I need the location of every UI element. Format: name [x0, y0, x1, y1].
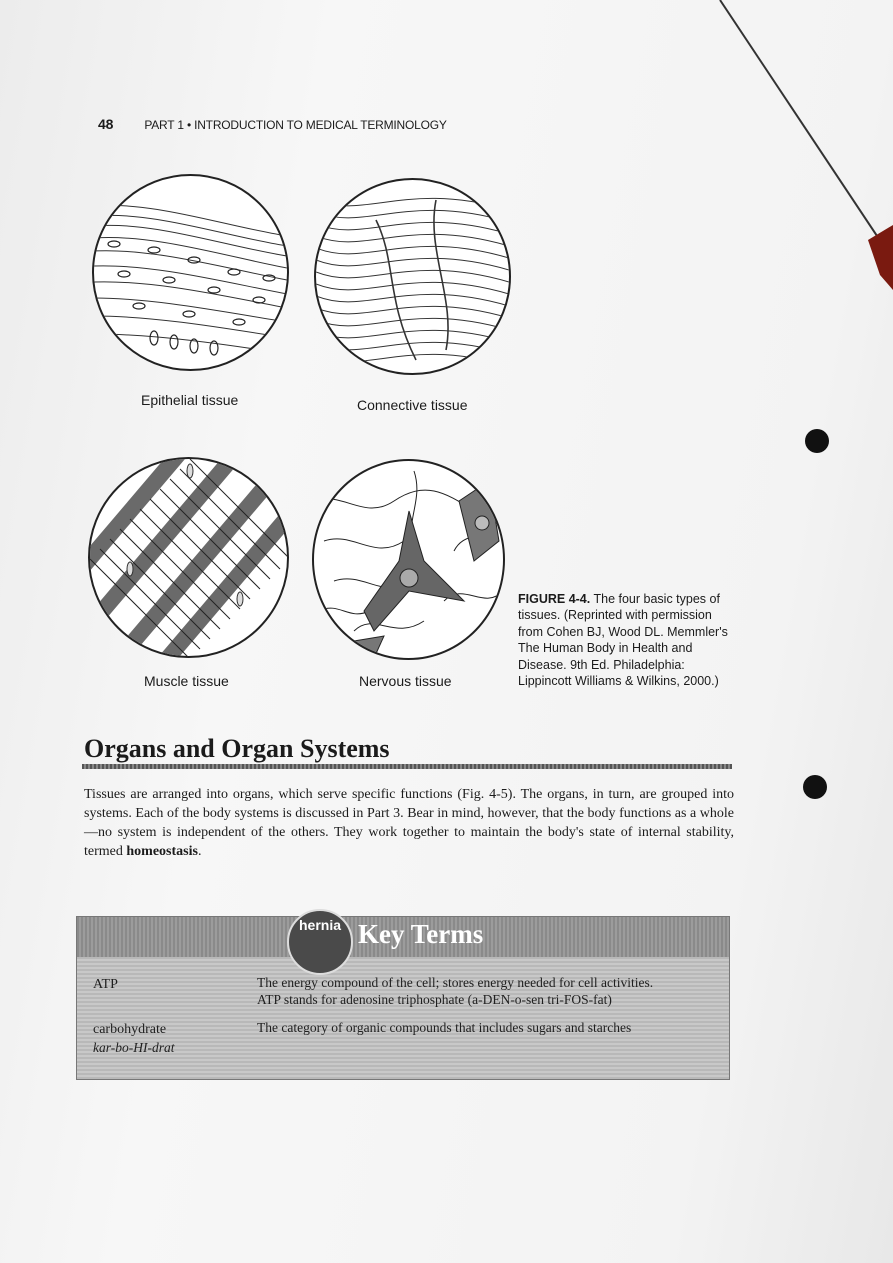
hernia-badge-icon: [287, 909, 353, 975]
binder-hole: [803, 775, 827, 799]
body-paragraph: [84, 785, 734, 861]
term-carbohydrate: carbohydrate: [93, 1022, 167, 1037]
definition-carbohydrate: [257, 1019, 717, 1036]
muscle-tissue-illustration: [88, 457, 289, 658]
term-atp: ATP: [93, 977, 118, 992]
epithelial-tissue-illustration: [92, 174, 289, 371]
muscle-label: Muscle tissue: [144, 673, 229, 689]
pronunciation-carbohydrate: kar-bo-HI-drat: [93, 1040, 175, 1055]
badge-word: hernia: [298, 917, 341, 933]
figure-number: FIGURE 4-4.: [518, 592, 591, 606]
body-text: Tissues are arranged into organs, which serve specific functions (Fig. 4-5). The organs, in turn, are grouped into systems. Each of the body systems is discussed in Part 3. Bear in mind, however, that the body functions as a whole—no system is independent of the others. They work together to maintain the body's state of internal stability, termed: [84, 787, 734, 859]
binder-hole: [805, 429, 829, 453]
definition-line: The category of organic compounds that includes sugars and starches: [257, 1020, 632, 1035]
definition-line: The energy compound of the cell; stores energy needed for cell activities.: [257, 975, 654, 990]
figure-caption: [518, 591, 733, 689]
running-title: PART 1 • INTRODUCTION TO MEDICAL TERMINOLOGY: [144, 118, 447, 132]
figure-caption-text: The four basic types of tissues. (Reprinted with permission from Cohen BJ, Wood DL. Memmler's The Human Body in Health and Disease. 9th Ed. Philadelphia: Lippincott Williams & Wilkins, 2000.): [518, 592, 728, 689]
key-terms-title: Key Terms: [358, 919, 484, 949]
definition-atp: [257, 974, 717, 1008]
nervous-tissue-illustration: [312, 459, 505, 660]
title-rule: [82, 764, 732, 769]
connective-tissue-illustration: [314, 178, 511, 375]
section-title: Organs and Organ Systems: [84, 734, 390, 763]
running-head: [98, 116, 447, 132]
epithelial-label: Epithelial tissue: [141, 392, 239, 408]
nervous-label: Nervous tissue: [359, 673, 452, 689]
page-number: 48: [98, 116, 114, 132]
connective-label: Connective tissue: [357, 397, 468, 413]
body-term: homeostasis: [126, 844, 198, 859]
body-text-end: .: [197, 844, 202, 859]
key-terms-box: [76, 916, 730, 1080]
definition-line: ATP stands for adenosine triphosphate (a-DEN-o-sen tri-FOS-fat): [257, 992, 612, 1007]
